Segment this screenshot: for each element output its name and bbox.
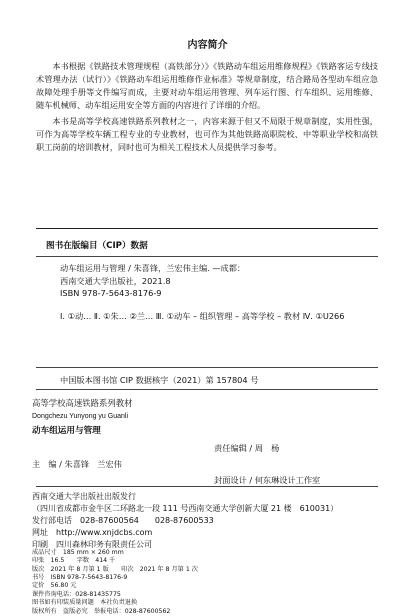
- cip-classification: Ⅰ. ①动… Ⅱ. ①朱… ②兰… Ⅲ. ①动车 – 组织管理 – 高等学校 – 教材 Ⅳ. ①U266: [60, 311, 345, 322]
- book-title: 动车组运用与管理: [32, 426, 101, 436]
- publisher-website: 网址 http://www.xnjdcbs.com: [32, 528, 153, 537]
- responsible-editor: 责任编辑 / 周 杨: [214, 443, 280, 453]
- spec-size: 成品尺寸 185 mm × 260 mm: [32, 549, 124, 556]
- contact-courseware: 课件咨询电话：028-81435775: [32, 590, 121, 598]
- cover-designer: 封面设计 / 何东琳设计工作室: [214, 475, 321, 485]
- cip-line-1: 动车组运用与管理 / 朱喜锋，兰宏伟主编. —成都：: [60, 263, 246, 273]
- series-name: 高等学校高速铁路系列教材: [32, 398, 133, 408]
- publisher-address: （四川省成都市金牛区二环路北一段 111 号西南交通大学创新大厦 21 楼 610031）: [32, 504, 339, 513]
- divider: [36, 367, 378, 368]
- divider: [36, 228, 378, 229]
- cip-record: [60, 262, 380, 323]
- contact-piracy: 版权所有 盗版必究 举报电话：028-87600562: [32, 607, 171, 615]
- intro-paragraph-1: 本书根据《铁路技术管理规程（高铁部分）》《铁路动车组运用维修规程》《铁路客运专线技术管理办法（试行）》《铁路动车组运用维修作业标准》等规章制度，结合路局各型动车组应急故障处理手册等文件编写而成，主要对动车组运用管理、列车运行图、行车组织、运用维修、随车机械师、动车组运用安全等方面的内容进行了详细的介绍。: [36, 61, 378, 111]
- book-specs: [32, 549, 392, 616]
- cip-number: 中国版本图书馆 CIP 数据核字（2021）第 157804 号: [60, 375, 259, 385]
- cip-line-2: 西南交通大学出版社，2021.8: [60, 275, 171, 286]
- divider: [36, 256, 378, 257]
- page-title: 内容简介: [187, 40, 228, 51]
- cip-line-3: ISBN 978-7-5643-8176-9: [60, 288, 162, 299]
- spec-isbn: 书号 ISBN 978-7-5643-8176-9: [32, 574, 128, 582]
- publisher-phone: 发行部电话 028-87600564 028-87600533: [32, 516, 214, 525]
- book-title-pinyin: Dongchezu Yunyong yu Guanli: [32, 413, 128, 420]
- spec-edition: 版次 2021 年 8 月第 1 版 印次 2021 年 8 月第 1 次: [32, 565, 198, 573]
- divider: [36, 486, 378, 487]
- cip-title: 图书在版编目（CIP）数据: [46, 241, 148, 251]
- intro-paragraph-2: 本书是高等学校高速铁路系列教材之一，内容来源于但又不局限于规章制度，实用性强，可作为高等学校车辆工程专业的专业教材，也可作为其他铁路高职院校、中等职业学校和高铁职工岗前的培训教材，同时也可为相关工程技术人员提供学习参考。: [36, 115, 378, 152]
- publisher-line: 西南交通大学出版社出版发行: [32, 492, 136, 501]
- printer: 印刷 四川森林印务有限责任公司: [32, 540, 152, 549]
- spec-price: 定价 56.80 元: [32, 582, 77, 590]
- spec-sheets: 印张 16.5 字数 414 千: [32, 557, 116, 565]
- intro-section: [36, 60, 378, 156]
- divider: [36, 389, 378, 390]
- publisher-info: [32, 491, 392, 551]
- contact-quality: 图书如有印装质量问题 本社负责退换: [32, 599, 138, 607]
- chief-editors: 主 编 / 朱喜锋 兰宏伟: [32, 459, 122, 469]
